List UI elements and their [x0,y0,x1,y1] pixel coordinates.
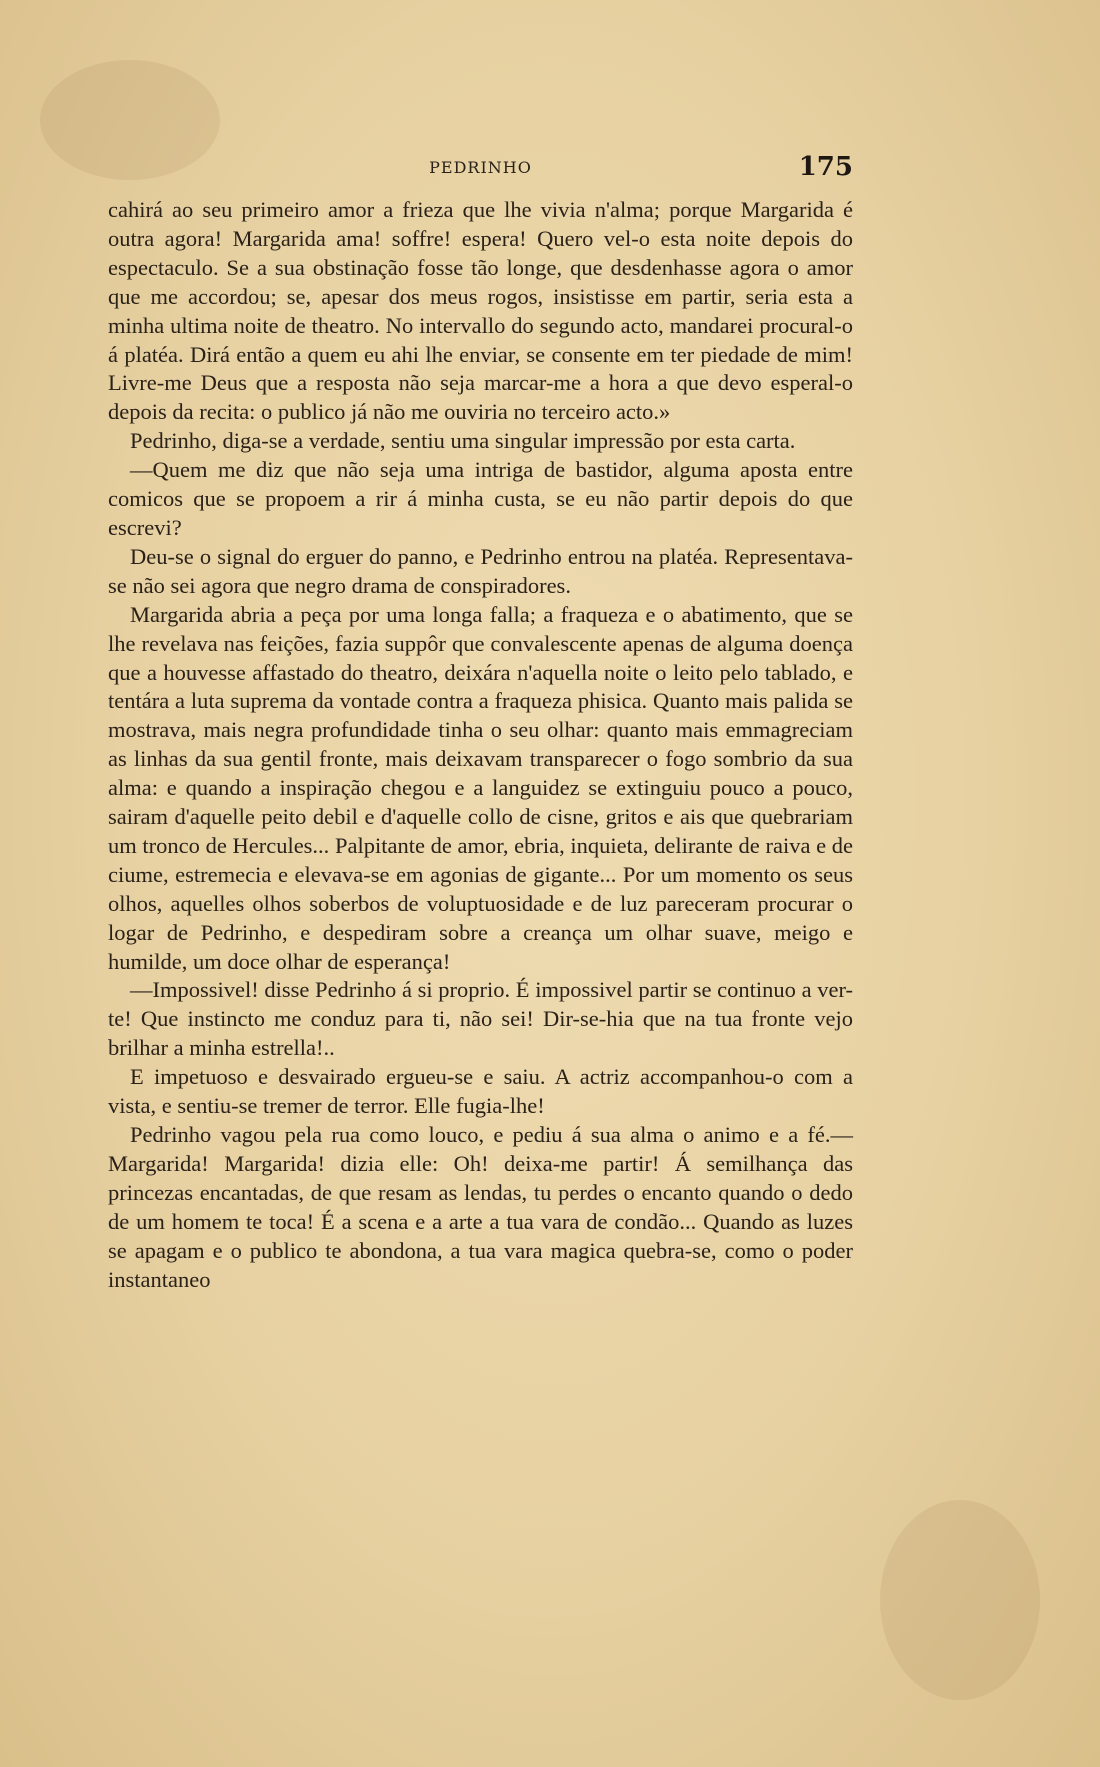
paragraph: Pedrinho, diga-se a verdade, sentiu uma singular impressão por esta carta. [130,428,796,454]
page-number: 175 [798,152,853,182]
paper-stain [880,1500,1040,1700]
page-header [108,152,853,186]
running-head: PEDRINHO [429,158,532,177]
paragraph: Pedrinho vagou pela rua como louco, e pediu á sua alma o animo e a fé.—Margarida! Margarida! dizia elle: Oh! deixa-me partir! Á semilhança das princezas encantadas, de que resam as lendas, tu perdes o encanto quando o dedo de um homem te toca! É a scena e a arte a tua vara de condão... Quando as luzes se apagam e o publico te abondona, a tua vara magica quebra-se, como o poder instantaneo [108,1122,853,1292]
paragraph: Margarida abria a peça por uma longa falla; a fraqueza e o abatimento, que se lhe revelava nas feições, fazia suppôr que convalescente apenas de alguma doença que a houvesse affastado do theatro, deixára n'aquella noite o leito pelo tablado, e tentára a luta suprema da vontade contra a fraqueza phisica. Quanto mais palida se mostrava, mais negra profundidade tinha o seu olhar: quanto mais emmagreciam as linhas da sua gentil fronte, mais deixavam transparecer o fogo sombrio da sua alma: e quando a inspiração chegou e a languidez se extinguiu pouco a pouco, sairam d'aquelle peito debil e d'aquelle collo de cisne, gritos e ais que quebrariam um tronco de Hercules... Palpitante de amor, ebria, inquieta, delirante de raiva e de ciume, estremecia e elevava-se em agonias de gigante... Por um momento os seus olhos, aquelles olhos soberbos de voluptuosidade e de luz pareceram procurar o logar de Pedrinho, e despediram sobre a creança um olhar suave, meigo e humilde, um doce olhar de esperança! [108,601,853,974]
body-text [108,196,853,1294]
paragraph: E impetuoso e desvairado ergueu-se e saiu. A actriz accompanhou-o com a vista, e sentiu-se tremer de terror. Elle fugia-lhe! [108,1064,853,1119]
paragraph: —Quem me diz que não seja uma intriga de bastidor, alguma aposta entre comicos que se propoem a rir á minha custa, se eu não partir depois do que escrevi? [108,457,853,540]
paragraph: —Impossivel! disse Pedrinho á si proprio. É impossivel partir se continuo a ver-te! Que instincto me conduz para ti, não sei! Dir-se-hia que na tua fronte vejo brilhar a minha estrella!.. [108,977,853,1061]
paragraph: cahirá ao seu primeiro amor a frieza que lhe vivia n'alma; porque Margarida é outra agora! Margarida ama! soffre! espera! Quero vel-o esta noite depois do espectaculo. Se a sua obstinação fosse tão longe, que desdenhasse agora o amor que me accordou; se, apesar dos meus rogos, insistisse em partir, seria esta a minha ultima noite de theatro. No intervallo do segundo acto, mandarei procural-o á platéa. Dirá então a quem eu ahi lhe enviar, se consente em ter piedade de mim! Livre-me Deus que a resposta não seja marcar-me a hora a que devo esperal-o depois da recita: o publico já não me ouviria no terceiro acto.» [108,197,853,425]
paragraph: Deu-se o signal do erguer do panno, e Pedrinho entrou na platéa. Representava-se não sei agora que negro drama de conspiradores. [108,543,853,598]
